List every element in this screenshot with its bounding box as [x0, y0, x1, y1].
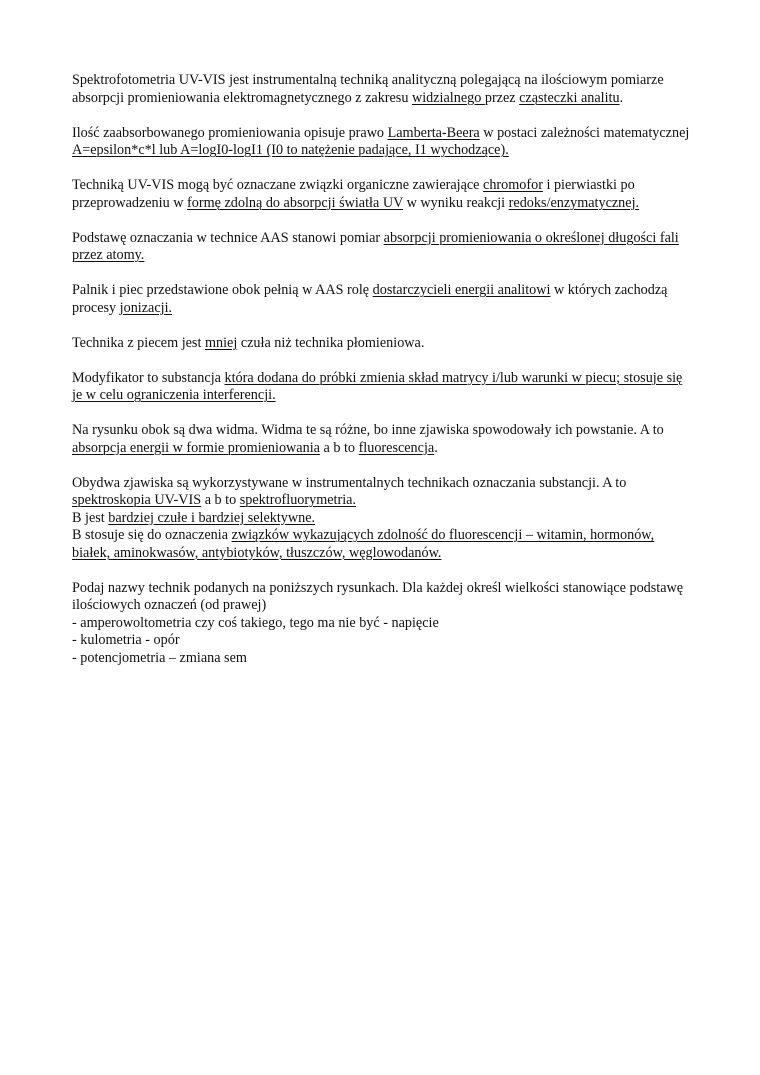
paragraph-aas-basis: [72, 230, 692, 265]
underlined-term: jonizacji.: [119, 299, 173, 316]
underlined-term: fluorescencja: [358, 439, 435, 456]
text: w postaci zależności matematycznej: [479, 124, 690, 141]
list-item: - kulometria - opór: [72, 632, 180, 648]
underlined-term: związków wykazujących zdolność do fluorescencji – witamin, hormonów, białek, aminokwasów, antybiotyków, tłuszczów, węglowodanów.: [72, 527, 655, 561]
underlined-term: chromofor: [483, 177, 543, 193]
text: a b to: [319, 439, 359, 456]
paragraph-two-spectra: [72, 422, 692, 457]
underlined-term: absorpcji promieniowania o określonej długości fali przez atomy.: [72, 229, 679, 263]
text: w których zachodzą procesy: [72, 282, 668, 316]
underlined-term: formę zdolną do absorpcji światła UV: [187, 194, 404, 211]
paragraph-lambert-beer: [72, 125, 692, 160]
text: Na rysunku obok są dwa widma. Widma te są różne, bo inne zjawiska spowodowały ich powstanie. A to: [72, 422, 664, 438]
text: B stosuje się do oznaczenia: [72, 527, 232, 543]
underlined-term: A=epsilon*c*l lub A=logI0-logI1 (I0 to natężenie padające, I1 wychodzące).: [72, 142, 509, 158]
underlined-term: absorpcja energii w formie promieniowania: [72, 439, 320, 456]
text: .: [434, 439, 438, 456]
list-item: - potencjometria – zmiana sem: [72, 649, 247, 666]
text: Spektrofotometria UV-VIS jest instrumentalną techniką analityczną polegającą na ilościowym pomiarze absorpcji promieniowania elektromagnetycznego z zakresu: [72, 72, 664, 106]
underlined-term: która dodana do próbki zmienia skład matrycy i/lub warunki w piecu; stosuje się je w celu ograniczenia interferencji.: [72, 369, 683, 403]
paragraph-burner-furnace: [72, 282, 692, 317]
paragraph-line: [72, 510, 692, 528]
text: w wyniku reakcji: [403, 194, 509, 211]
paragraph-modifier: [72, 370, 692, 405]
underlined-term: widzialnego: [411, 89, 485, 106]
underlined-term: dostarczycieli energii analitowi: [372, 282, 551, 298]
text: Technika z piecem jest: [72, 334, 205, 351]
text: Techniką UV-VIS mogą być oznaczane związki organiczne zawierające: [72, 177, 484, 193]
list-item: - amperowoltometria czy coś takiego, tego ma nie być - napięcie: [72, 614, 439, 631]
paragraph-line: [72, 527, 692, 562]
text: Obydwa zjawiska są wykorzystywane w instrumentalnych technikach oznaczania substancji. A to: [72, 474, 627, 491]
paragraph-question-list: [72, 580, 692, 668]
question-text: Podaj nazwy technik podanych na poniższych rysunkach. Dla każdej określ wielkości stanowiące podstawę ilościowych oznaczeń (od prawej): [72, 579, 684, 613]
document-body: [72, 72, 692, 685]
underlined-term: redoks/enzymatycznej.: [508, 194, 640, 211]
paragraph-uv-vis-compounds: [72, 177, 692, 212]
text: czuła niż technika płomieniowa.: [237, 334, 425, 351]
paragraph-uv-vis-definition: [72, 72, 692, 107]
text: .: [619, 89, 624, 106]
paragraph-furnace-sensitivity: [72, 335, 692, 353]
text: Palnik i piec przedstawione obok pełnią w AAS rolę: [72, 282, 373, 298]
paragraph-line: [72, 475, 692, 510]
text: a b to: [201, 492, 240, 508]
text: Podstawę oznaczania w technice AAS stanowi pomiar: [72, 229, 384, 246]
paragraph-techniques: [72, 475, 692, 563]
text: B jest: [72, 509, 109, 526]
text: Modyfikator to substancja: [72, 369, 225, 386]
underlined-term: cząsteczki analitu: [519, 89, 620, 106]
text: i pierwiastki po przeprowadzeniu w: [72, 177, 635, 211]
underlined-term: spektroskopia UV-VIS: [72, 492, 202, 508]
text: przez: [484, 89, 520, 106]
underlined-term: spektrofluorymetria.: [239, 492, 356, 508]
underlined-term: bardziej czułe i bardziej selektywne.: [108, 509, 316, 526]
underlined-term: Lamberta-Beera: [387, 124, 480, 141]
underlined-term: mniej: [204, 334, 238, 351]
text: Ilość zaabsorbowanego promieniowania opisuje prawo: [72, 124, 388, 141]
